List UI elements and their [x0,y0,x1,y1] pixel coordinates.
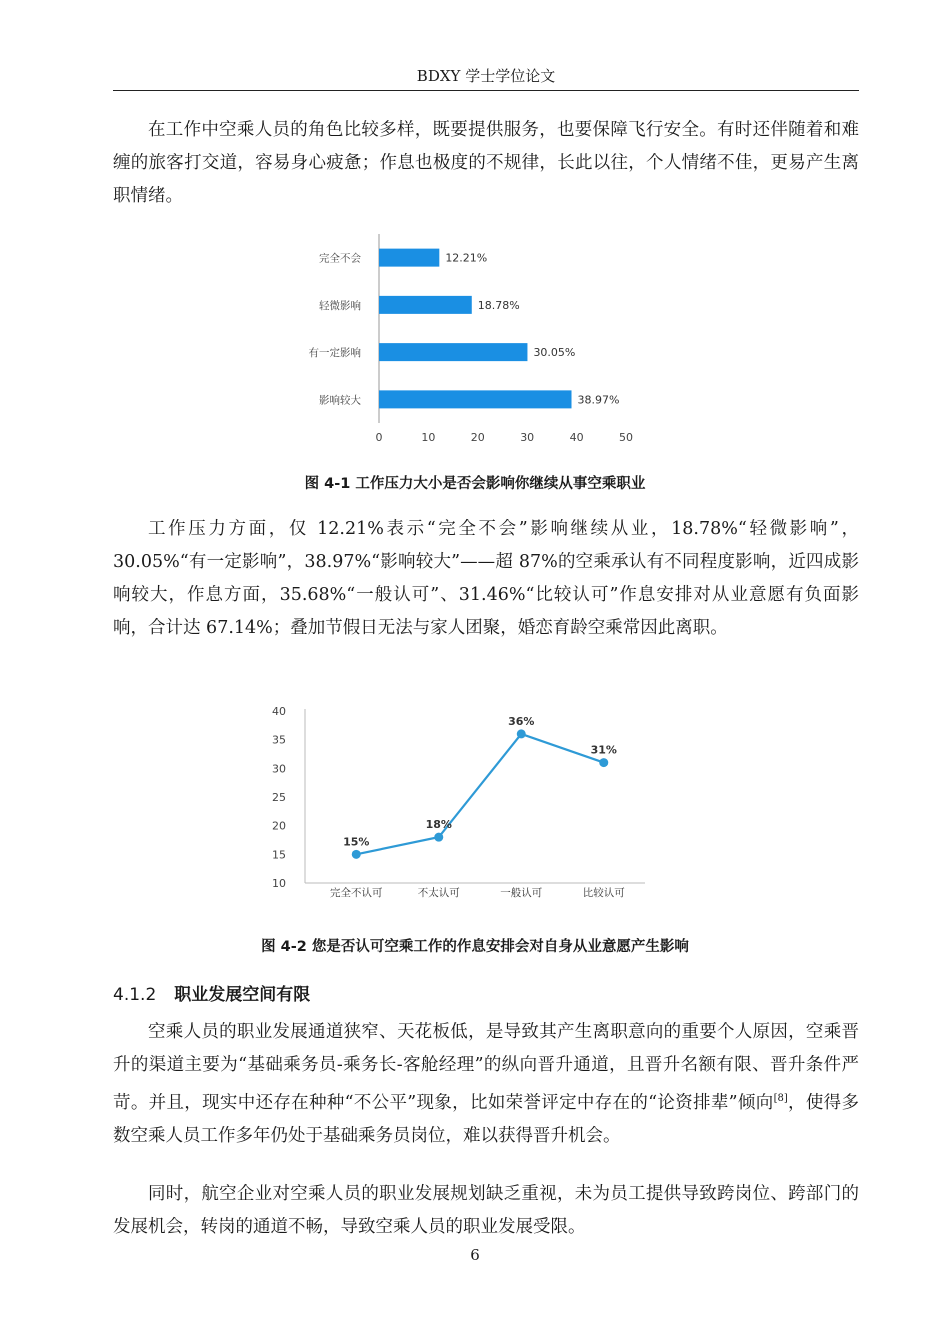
paragraph-career-space [113,1016,859,1153]
paragraph-text: 空乘人员的职业发展通道狭窄、天花板低，是导致其产生离职意向的重要个人原因，空乘晋升的渠道主要为“基础乘务员-乘务长-客舱经理”的纵向晋升通道，且晋升名额有限、晋升条件严苛。并且，现实中还存在种种“不公平”现象，比如荣誉评定中存在的“论资排辈”倾向 [113,1022,859,1113]
series-line [356,734,604,854]
running-header: BDXY 学士学位论文 [113,66,859,91]
section-number: 4.1.2 [113,985,157,1005]
section-title: 职业发展空间有限 [174,985,311,1005]
bar-value-label: 38.97% [577,393,620,407]
y-tick-label: 35 [272,733,286,747]
paragraph-text-cont: ，使得多数空乘人员工作多年仍处于基础乘务员岗位，难以获得晋升机会。 [113,1092,859,1146]
bar-chart-work-pressure [270,228,690,453]
bar [379,343,527,361]
bar [379,249,439,267]
x-tick-label: 完全不认可 [330,887,383,899]
data-label: 31% [590,743,617,757]
bar-category-label: 完全不会 [319,252,361,265]
bar-category-label: 有一定影响 [308,347,361,360]
data-label: 36% [508,714,535,728]
bar-value-label: 30.05% [533,346,576,360]
x-tick-label: 40 [569,431,584,444]
reference-mark: [8] [773,1093,788,1104]
bar-category-label: 轻微影响 [319,299,361,312]
data-label: 18% [425,818,452,832]
page-number: 6 [470,1246,480,1264]
bar-category-label: 影响较大 [319,394,361,407]
y-tick-label: 15 [272,848,286,862]
y-tick-label: 40 [272,705,286,718]
x-tick-label: 一般认可 [500,887,543,899]
data-point [517,729,526,738]
x-tick-label: 0 [375,431,383,444]
x-tick-label: 20 [470,431,485,444]
data-point [599,758,608,767]
bar-value-label: 12.21% [445,251,488,265]
paragraph-career-planning: 同时，航空企业对空乘人员的职业发展规划缺乏重视，未为员工提供导致跨岗位、跨部门的发展机会，转岗的通道不畅，导致空乘人员的职业发展受限。 [113,1184,859,1237]
data-point [434,833,443,842]
x-tick-label: 30 [520,431,535,444]
x-tick-label: 不太认可 [417,887,460,899]
paragraph-work-role: 在工作中空乘人员的角色比较多样，既要提供服务，也要保障飞行安全。有时还伴随着和难缠的旅客打交道，容易身心疲惫；作息也极度的不规律，长此以往，个人情绪不佳，更易产生离职情绪。 [113,120,859,206]
figure-4-2-caption: 图 4-2 您是否认可空乘工作的作息安排会对自身从业意愿产生影响 [261,939,689,955]
y-tick-label: 10 [272,877,286,890]
line-chart-schedule [255,700,665,900]
y-tick-label: 20 [272,819,286,833]
x-tick-label: 比较认可 [582,887,625,899]
data-point [352,850,361,859]
paragraph-work-pressure: 工作压力方面，仅 12.21%表示“完全不会”影响继续从业，18.78%“轻微影响”，30.05%“有一定影响”，38.97%“影响较大”——超 87%的空乘承认有不同程度影响，近四成影响较大，作息方面，35.68%“一般认可”、31.46%“比较认可”作息安排对从业意愿有负面影响，合计达 67.14%；叠加节假日无法与家人团聚，婚恋育龄空乘常因此离职。 [113,519,859,638]
bar [379,390,572,408]
section-heading [113,980,310,1005]
figure-4-1-caption: 图 4-1 工作压力大小是否会影响你继续从事空乘职业 [304,476,646,492]
bar [379,296,472,314]
y-tick-label: 30 [272,762,286,776]
x-tick-label: 10 [421,431,436,444]
x-tick-label: 50 [619,431,633,444]
data-label: 15% [343,835,370,849]
bar-value-label: 18.78% [477,298,520,312]
y-tick-label: 25 [272,791,286,804]
